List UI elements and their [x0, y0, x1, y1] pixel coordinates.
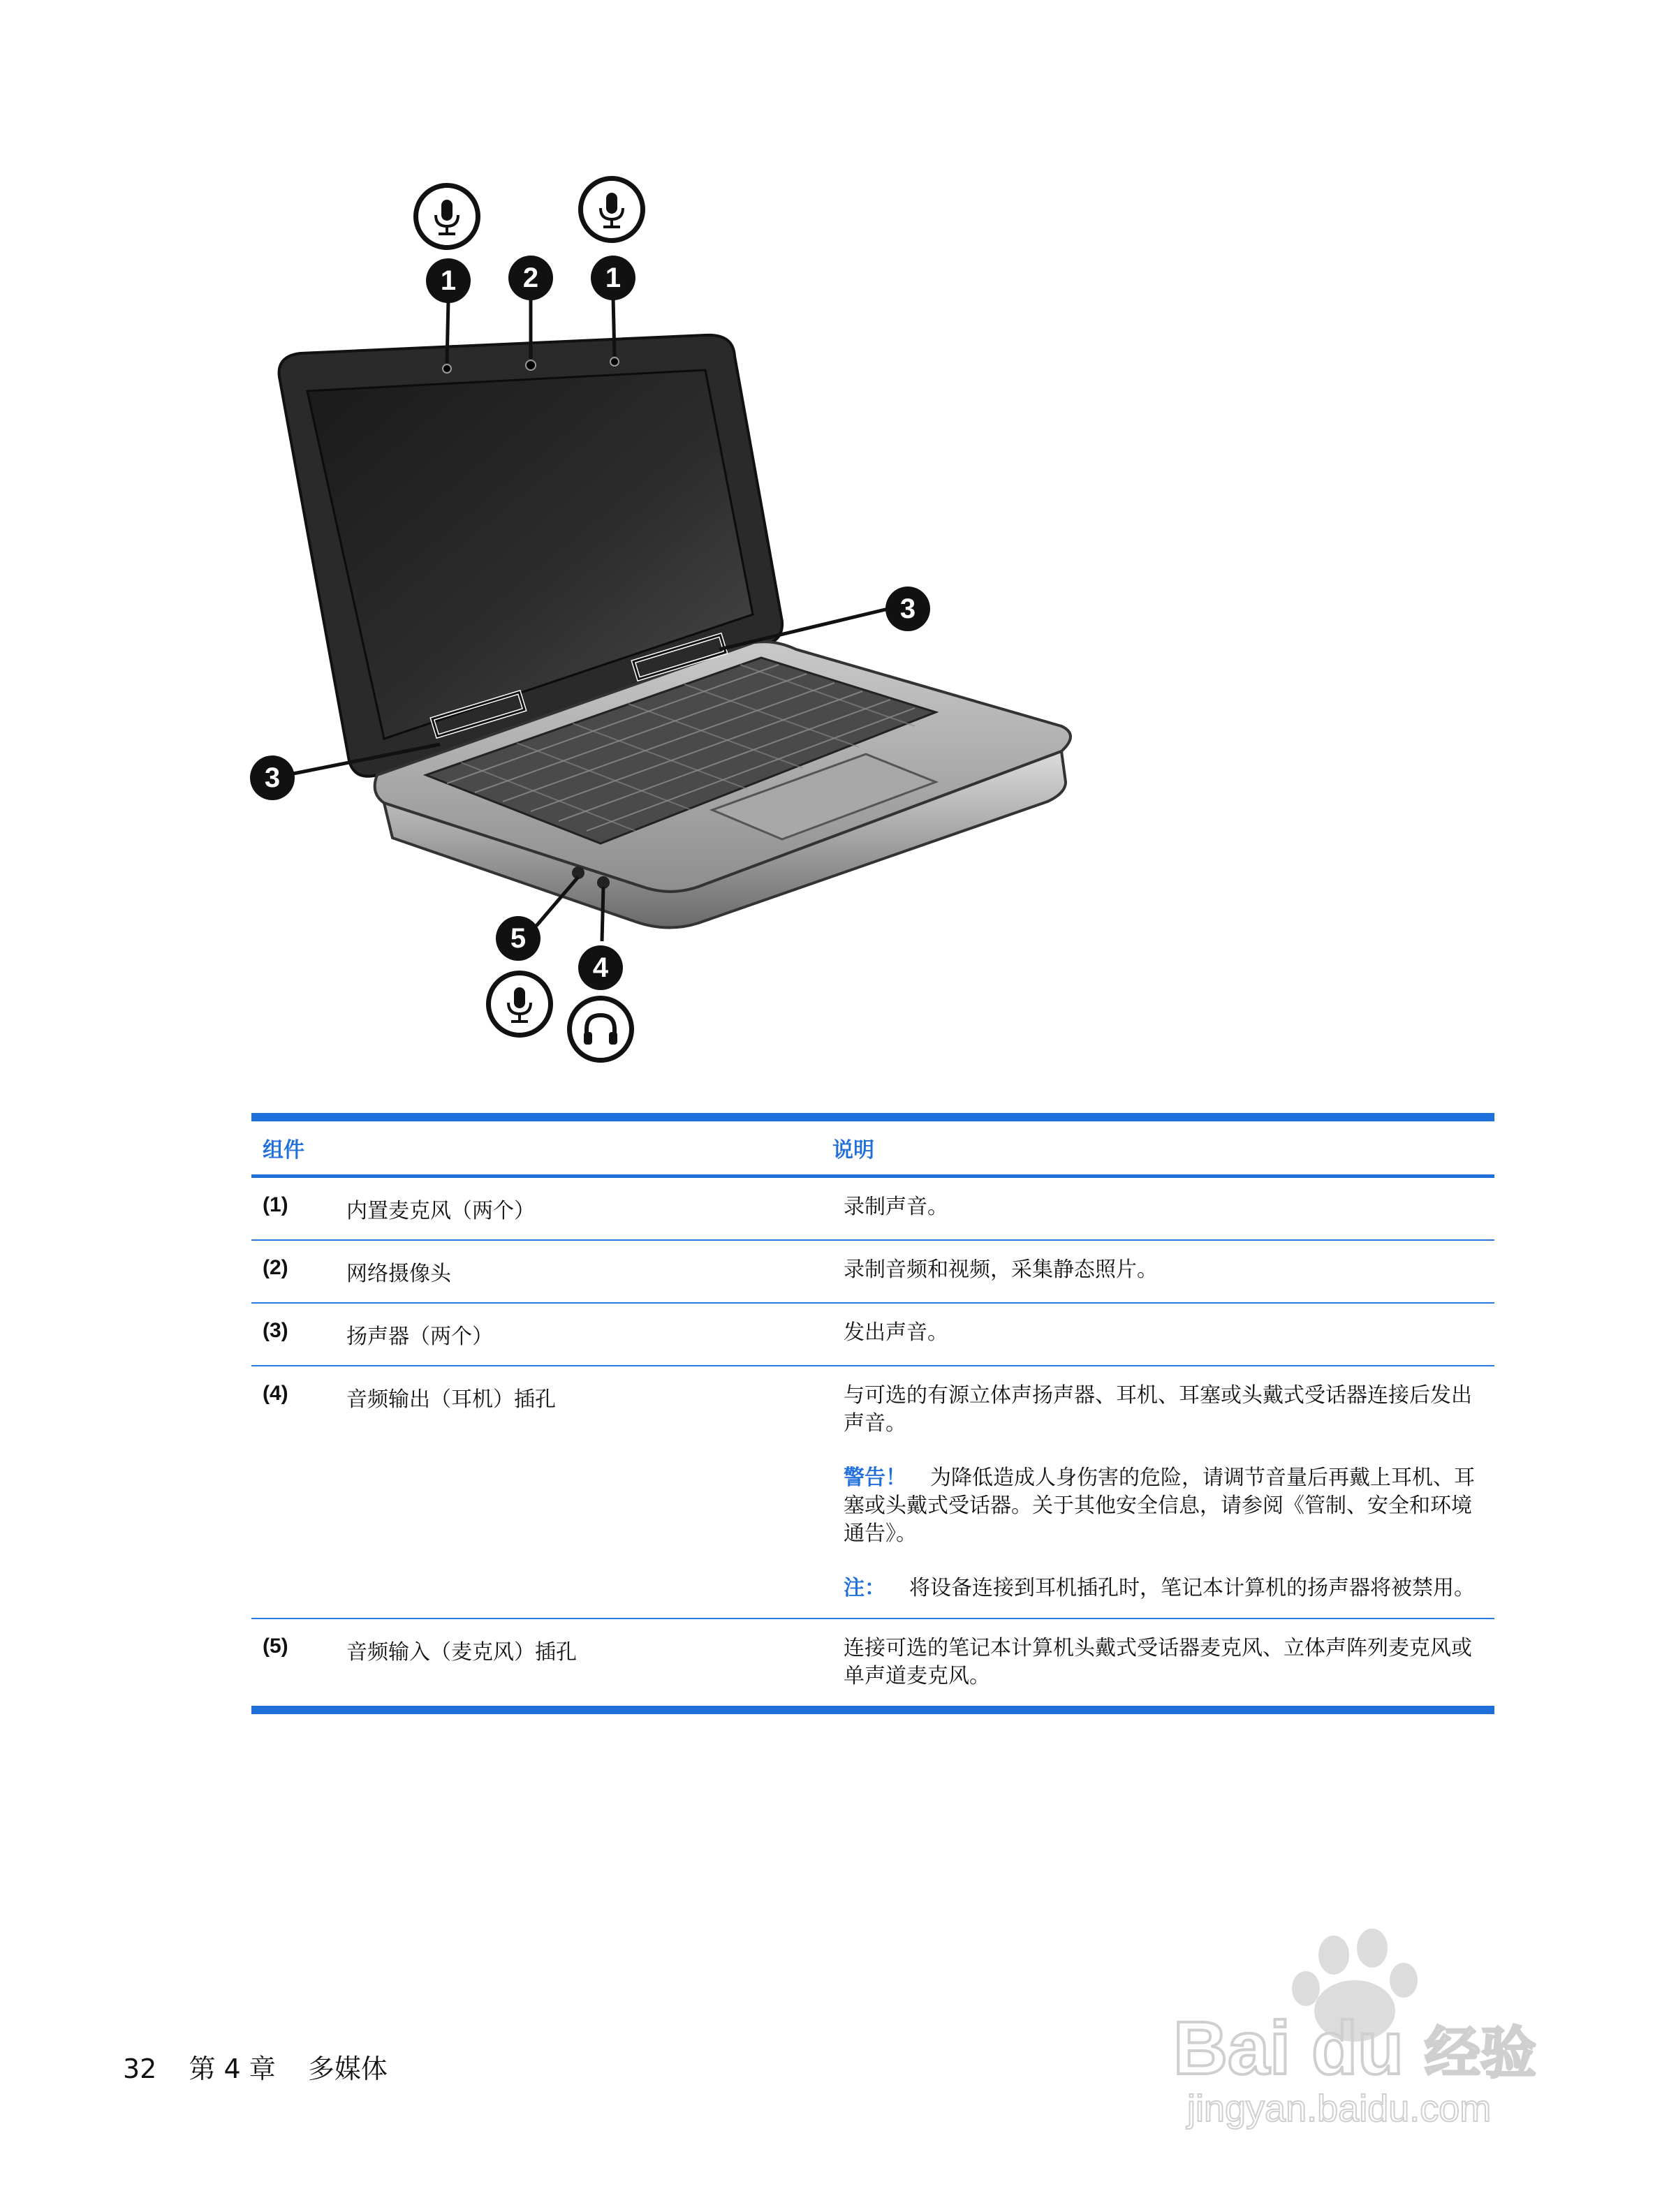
note-text: 将设备连接到耳机插孔时，笔记本计算机的扬声器将被禁用。: [909, 1576, 1475, 1600]
note-label: 注：: [844, 1576, 885, 1600]
callout-5-mic-jack: 5: [496, 916, 540, 961]
svg-text:经验: 经验: [1425, 2021, 1536, 2086]
row-number: (4): [263, 1382, 288, 1405]
row-number: (5): [263, 1635, 288, 1658]
row-component: 网络摄像头: [346, 1262, 451, 1286]
microphone-icon: [578, 176, 645, 243]
callout-1-left: 1: [426, 258, 471, 303]
row-description-text: 录制声音。: [844, 1195, 948, 1219]
row-description-text: 发出声音。: [844, 1320, 948, 1345]
page-number: 32: [123, 2054, 157, 2084]
microphone-icon: [486, 971, 553, 1038]
baidu-paw-logo: [1159, 1927, 1550, 2137]
table-row: [251, 1304, 1494, 1365]
chapter-title: 多媒体: [307, 2054, 388, 2084]
row-description-text: 与可选的有源立体声扬声器、耳机、耳塞或头戴式受话器连接后发出声音。: [844, 1383, 1472, 1436]
header-component: 组件: [263, 1138, 304, 1163]
table-row: [251, 1366, 1494, 1618]
row-number: (2): [263, 1256, 288, 1279]
callout-3-right-speaker: 3: [885, 587, 930, 631]
table-bottom-rule: [251, 1706, 1494, 1714]
callout-4-headphone-jack: 4: [578, 945, 623, 990]
callout-1-right: 1: [591, 256, 635, 300]
row-component: 内置麦克风（两个）: [346, 1199, 535, 1223]
row-number: (1): [263, 1193, 288, 1216]
warning-note: [844, 1464, 1486, 1548]
svg-text:jingyan.baidu.com: jingyan.baidu.com: [1187, 2088, 1492, 2130]
table-row: [251, 1619, 1494, 1706]
row-description: [844, 1319, 1486, 1350]
row-description: [844, 1193, 1486, 1224]
row-description-text: 连接可选的笔记本计算机头戴式受话器麦克风、立体声阵列麦克风或单声道麦克风。: [844, 1636, 1472, 1688]
headphones-icon: [567, 996, 634, 1063]
row-component: 音频输出（耳机）插孔: [346, 1387, 556, 1412]
row-description: [844, 1256, 1486, 1287]
baidu-watermark: [1159, 1927, 1550, 2137]
callout-2-webcam: 2: [508, 256, 553, 300]
laptop-illustration: [237, 161, 1103, 1082]
header-description: 说明: [832, 1138, 874, 1163]
row-component: 音频输入（麦克风）插孔: [346, 1640, 577, 1665]
table-header: [251, 1121, 1494, 1174]
note: [844, 1575, 1486, 1602]
microphone-icon: [413, 183, 480, 250]
page-footer: [123, 2047, 411, 2086]
row-description: [844, 1635, 1486, 1690]
row-number: (3): [263, 1319, 288, 1342]
callout-3-left-speaker: 3: [250, 755, 295, 800]
table-top-rule: [251, 1113, 1494, 1121]
row-description: [844, 1382, 1486, 1602]
table-row: [251, 1178, 1494, 1239]
row-component: 扬声器（两个）: [346, 1325, 493, 1349]
warning-text: 为降低造成人身伤害的危险，请调节音量后再戴上耳机、耳塞或头戴式受话器。关于其他安全信息，请参阅《管制、安全和环境通告》。: [844, 1466, 1475, 1546]
row-description-text: 录制音频和视频，采集静态照片。: [844, 1258, 1158, 1282]
warning-label: 警告！: [844, 1466, 906, 1490]
table-row: [251, 1241, 1494, 1302]
chapter-label: 第 4 章: [189, 2054, 276, 2084]
laptop-figure: [237, 161, 1103, 1082]
svg-text:Bai du: Bai du: [1173, 2005, 1404, 2090]
component-table: [251, 1113, 1494, 1714]
